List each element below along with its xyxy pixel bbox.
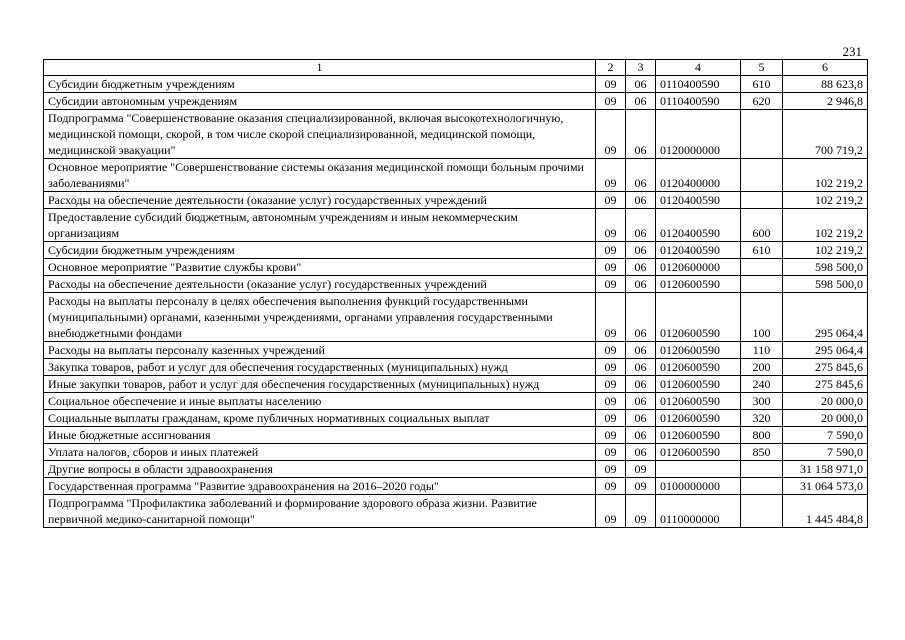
section-code: 09: [596, 393, 626, 410]
subsection-code: 06: [626, 427, 656, 444]
column-header: 1: [44, 60, 596, 76]
section-code: 09: [596, 110, 626, 159]
target-item-code: 0110400590: [656, 76, 741, 93]
table-row: [44, 478, 868, 495]
subsection-code: 06: [626, 342, 656, 359]
expense-type-code: 300: [741, 393, 783, 410]
table-row: [44, 359, 868, 376]
expense-type-code: 240: [741, 376, 783, 393]
section-code: 09: [596, 276, 626, 293]
amount-value: 295 064,4: [783, 293, 868, 342]
row-label: Иные бюджетные ассигнования: [44, 427, 596, 444]
row-label: Подпрограмма "Совершенствование оказания специализированной, включая высокотехнологичную, медицинской помощи, скорой, в том числе скорой специализированной, медицинской помощи, медицинской эвакуации": [44, 110, 596, 159]
section-code: 09: [596, 159, 626, 192]
row-label: Субсидии бюджетным учреждениям: [44, 76, 596, 93]
amount-value: 102 219,2: [783, 192, 868, 209]
subsection-code: 06: [626, 192, 656, 209]
amount-value: 7 590,0: [783, 444, 868, 461]
column-header: 4: [656, 60, 741, 76]
row-label: Государственная программа "Развитие здравоохранения на 2016–2020 годы": [44, 478, 596, 495]
expense-type-code: 320: [741, 410, 783, 427]
expense-type-code: 620: [741, 93, 783, 110]
row-label: Иные закупки товаров, работ и услуг для обеспечения государственных (муниципальных) нужд: [44, 376, 596, 393]
page-number: 231: [842, 44, 862, 59]
table-header-row: [44, 60, 868, 76]
column-header: 5: [741, 60, 783, 76]
expense-type-code: 600: [741, 209, 783, 242]
target-item-code: 0100000000: [656, 478, 741, 495]
target-item-code: 0120600590: [656, 444, 741, 461]
row-label: Основное мероприятие "Развитие службы крови": [44, 259, 596, 276]
subsection-code: 06: [626, 110, 656, 159]
subsection-code: 06: [626, 444, 656, 461]
subsection-code: 06: [626, 359, 656, 376]
amount-value: 598 500,0: [783, 259, 868, 276]
subsection-code: 09: [626, 478, 656, 495]
row-label: Субсидии автономным учреждениям: [44, 93, 596, 110]
amount-value: 2 946,8: [783, 93, 868, 110]
table-row: [44, 410, 868, 427]
table-row: [44, 444, 868, 461]
row-label: Социальные выплаты гражданам, кроме публичных нормативных социальных выплат: [44, 410, 596, 427]
subsection-code: 06: [626, 393, 656, 410]
amount-value: 1 445 484,8: [783, 495, 868, 528]
target-item-code: 0120600590: [656, 293, 741, 342]
expense-type-code: [741, 192, 783, 209]
row-label: Расходы на обеспечение деятельности (оказание услуг) государственных учреждений: [44, 276, 596, 293]
row-label: Расходы на обеспечение деятельности (оказание услуг) государственных учреждений: [44, 192, 596, 209]
amount-value: 598 500,0: [783, 276, 868, 293]
amount-value: 31 064 573,0: [783, 478, 868, 495]
target-item-code: 0120400590: [656, 209, 741, 242]
amount-value: 275 845,6: [783, 359, 868, 376]
target-item-code: [656, 461, 741, 478]
subsection-code: 06: [626, 76, 656, 93]
expense-type-code: 800: [741, 427, 783, 444]
expense-type-code: [741, 110, 783, 159]
section-code: 09: [596, 410, 626, 427]
row-label: Уплата налогов, сборов и иных платежей: [44, 444, 596, 461]
table-row: [44, 159, 868, 192]
section-code: 09: [596, 478, 626, 495]
section-code: 09: [596, 293, 626, 342]
row-label: Расходы на выплаты персоналу в целях обеспечения выполнения функций государственными (муниципальными) органами, казенными учреждениями, органами управления государственными внебюджетными фондами: [44, 293, 596, 342]
amount-value: 102 219,2: [783, 209, 868, 242]
expense-type-code: [741, 276, 783, 293]
subsection-code: 06: [626, 376, 656, 393]
table-body: [44, 76, 868, 528]
subsection-code: 06: [626, 242, 656, 259]
row-label: Предоставление субсидий бюджетным, автономным учреждениям и иным некоммерческим организациям: [44, 209, 596, 242]
table-row: [44, 461, 868, 478]
subsection-code: 06: [626, 159, 656, 192]
row-label: Основное мероприятие "Совершенствование системы оказания медицинской помощи больным прочими заболеваниями": [44, 159, 596, 192]
target-item-code: 0120600000: [656, 259, 741, 276]
section-code: 09: [596, 461, 626, 478]
target-item-code: 0120600590: [656, 342, 741, 359]
subsection-code: 09: [626, 461, 656, 478]
expense-type-code: 200: [741, 359, 783, 376]
expense-type-code: 610: [741, 242, 783, 259]
subsection-code: 06: [626, 259, 656, 276]
section-code: 09: [596, 359, 626, 376]
table-row: [44, 427, 868, 444]
expense-type-code: [741, 461, 783, 478]
expense-type-code: 850: [741, 444, 783, 461]
table-row: [44, 293, 868, 342]
subsection-code: 06: [626, 410, 656, 427]
target-item-code: 0110000000: [656, 495, 741, 528]
expense-type-code: [741, 495, 783, 528]
section-code: 09: [596, 376, 626, 393]
expense-type-code: [741, 259, 783, 276]
subsection-code: 06: [626, 209, 656, 242]
target-item-code: 0120400590: [656, 192, 741, 209]
row-label: Закупка товаров, работ и услуг для обеспечения государственных (муниципальных) нужд: [44, 359, 596, 376]
subsection-code: 06: [626, 276, 656, 293]
section-code: 09: [596, 427, 626, 444]
expense-type-code: [741, 478, 783, 495]
amount-value: 31 158 971,0: [783, 461, 868, 478]
subsection-code: 06: [626, 93, 656, 110]
expense-type-code: 110: [741, 342, 783, 359]
amount-value: 7 590,0: [783, 427, 868, 444]
row-label: Субсидии бюджетным учреждениям: [44, 242, 596, 259]
table-row: [44, 276, 868, 293]
expense-type-code: 610: [741, 76, 783, 93]
table-row: [44, 259, 868, 276]
row-label: Социальное обеспечение и иные выплаты населению: [44, 393, 596, 410]
column-header: 2: [596, 60, 626, 76]
target-item-code: 0120600590: [656, 410, 741, 427]
section-code: 09: [596, 342, 626, 359]
expense-type-code: 100: [741, 293, 783, 342]
target-item-code: 0120600590: [656, 427, 741, 444]
target-item-code: 0120000000: [656, 110, 741, 159]
row-label: Подпрограмма "Профилактика заболеваний и формирование здорового образа жизни. Развитие первичной медико-санитарной помощи": [44, 495, 596, 528]
row-label: Расходы на выплаты персоналу казенных учреждений: [44, 342, 596, 359]
table-row: [44, 376, 868, 393]
row-label: Другие вопросы в области здравоохранения: [44, 461, 596, 478]
table-row: [44, 495, 868, 528]
amount-value: 700 719,2: [783, 110, 868, 159]
amount-value: 102 219,2: [783, 242, 868, 259]
table-row: [44, 93, 868, 110]
amount-value: 88 623,8: [783, 76, 868, 93]
table-row: [44, 192, 868, 209]
table-row: [44, 393, 868, 410]
target-item-code: 0120600590: [656, 393, 741, 410]
section-code: 09: [596, 209, 626, 242]
table-row: [44, 342, 868, 359]
amount-value: 20 000,0: [783, 410, 868, 427]
section-code: 09: [596, 192, 626, 209]
target-item-code: 0110400590: [656, 93, 741, 110]
section-code: 09: [596, 76, 626, 93]
amount-value: 20 000,0: [783, 393, 868, 410]
column-header: 6: [783, 60, 868, 76]
amount-value: 102 219,2: [783, 159, 868, 192]
target-item-code: 0120600590: [656, 276, 741, 293]
table-row: [44, 242, 868, 259]
target-item-code: 0120600590: [656, 376, 741, 393]
target-item-code: 0120400590: [656, 242, 741, 259]
expense-type-code: [741, 159, 783, 192]
section-code: 09: [596, 242, 626, 259]
amount-value: 275 845,6: [783, 376, 868, 393]
target-item-code: 0120600590: [656, 359, 741, 376]
section-code: 09: [596, 259, 626, 276]
amount-value: 295 064,4: [783, 342, 868, 359]
section-code: 09: [596, 93, 626, 110]
table-row: [44, 76, 868, 93]
budget-table: [43, 59, 868, 528]
subsection-code: 09: [626, 495, 656, 528]
table-row: [44, 209, 868, 242]
section-code: 09: [596, 495, 626, 528]
table-row: [44, 110, 868, 159]
target-item-code: 0120400000: [656, 159, 741, 192]
subsection-code: 06: [626, 293, 656, 342]
section-code: 09: [596, 444, 626, 461]
column-header: 3: [626, 60, 656, 76]
